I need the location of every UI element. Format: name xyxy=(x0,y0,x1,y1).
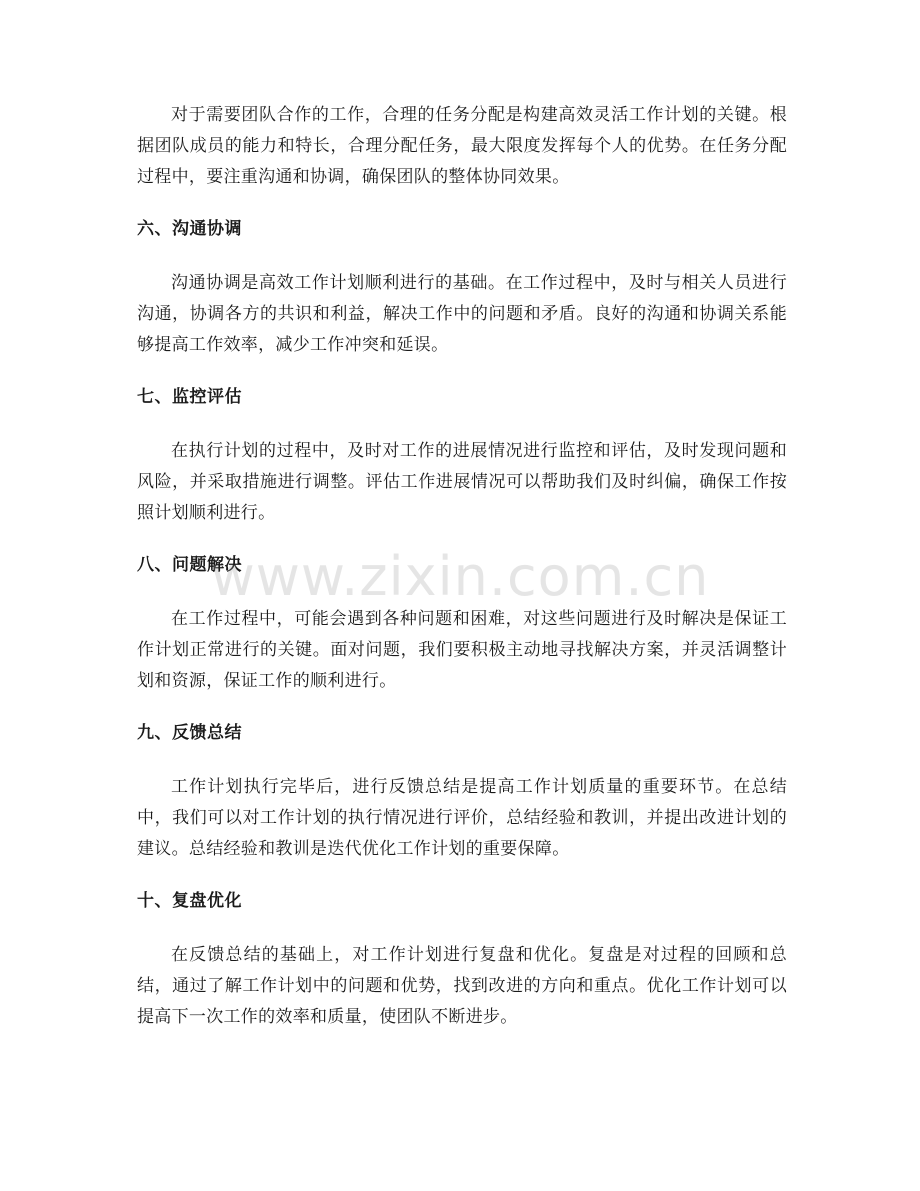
intro-paragraph: 对于需要团队合作的工作，合理的任务分配是构建高效灵活工作计划的关键。根据团队成员的能力和特长，合理分配任务，最大限度发挥每个人的优势。在任务分配过程中，要注重沟通和协调，确保团队的整体协同效果。 xyxy=(137,105,787,187)
document-body xyxy=(137,100,787,1033)
section-heading-8: 八、问题解决 xyxy=(137,555,242,575)
watermark-text: www.zixin.com.cn xyxy=(210,545,710,608)
section-paragraph-10: 在反馈总结的基础上，对工作计划进行复盘和优化。复盘是对过程的回顾和总结，通过了解工作计划中的问题和优势，找到改进的方向和重点。优化工作计划可以提高下一次工作的效率和质量，使团队不断进步。 xyxy=(137,945,787,1027)
section-heading-10: 十、复盘优化 xyxy=(137,891,242,911)
section-heading-7: 七、监控评估 xyxy=(137,387,242,407)
section-paragraph-6: 沟通协调是高效工作计划顺利进行的基础。在工作过程中，及时与相关人员进行沟通，协调各方的共识和利益，解决工作中的问题和矛盾。良好的沟通和协调关系能够提高工作效率，减少工作冲突和延误。 xyxy=(137,273,787,355)
section-heading-9: 九、反馈总结 xyxy=(137,723,242,743)
section-paragraph-8: 在工作过程中，可能会遇到各种问题和困难，对这些问题进行及时解决是保证工作计划正常进行的关键。面对问题，我们要积极主动地寻找解决方案，并灵活调整计划和资源，保证工作的顺利进行。 xyxy=(137,609,787,691)
section-paragraph-7: 在执行计划的过程中，及时对工作的进展情况进行监控和评估，及时发现问题和风险，并采取措施进行调整。评估工作进展情况可以帮助我们及时纠偏，确保工作按照计划顺利进行。 xyxy=(137,441,787,523)
section-paragraph-9: 工作计划执行完毕后，进行反馈总结是提高工作计划质量的重要环节。在总结中，我们可以对工作计划的执行情况进行评价，总结经验和教训，并提出改进计划的建议。总结经验和教训是迭代优化工作计划的重要保障。 xyxy=(137,777,787,859)
section-heading-6: 六、沟通协调 xyxy=(137,219,242,239)
